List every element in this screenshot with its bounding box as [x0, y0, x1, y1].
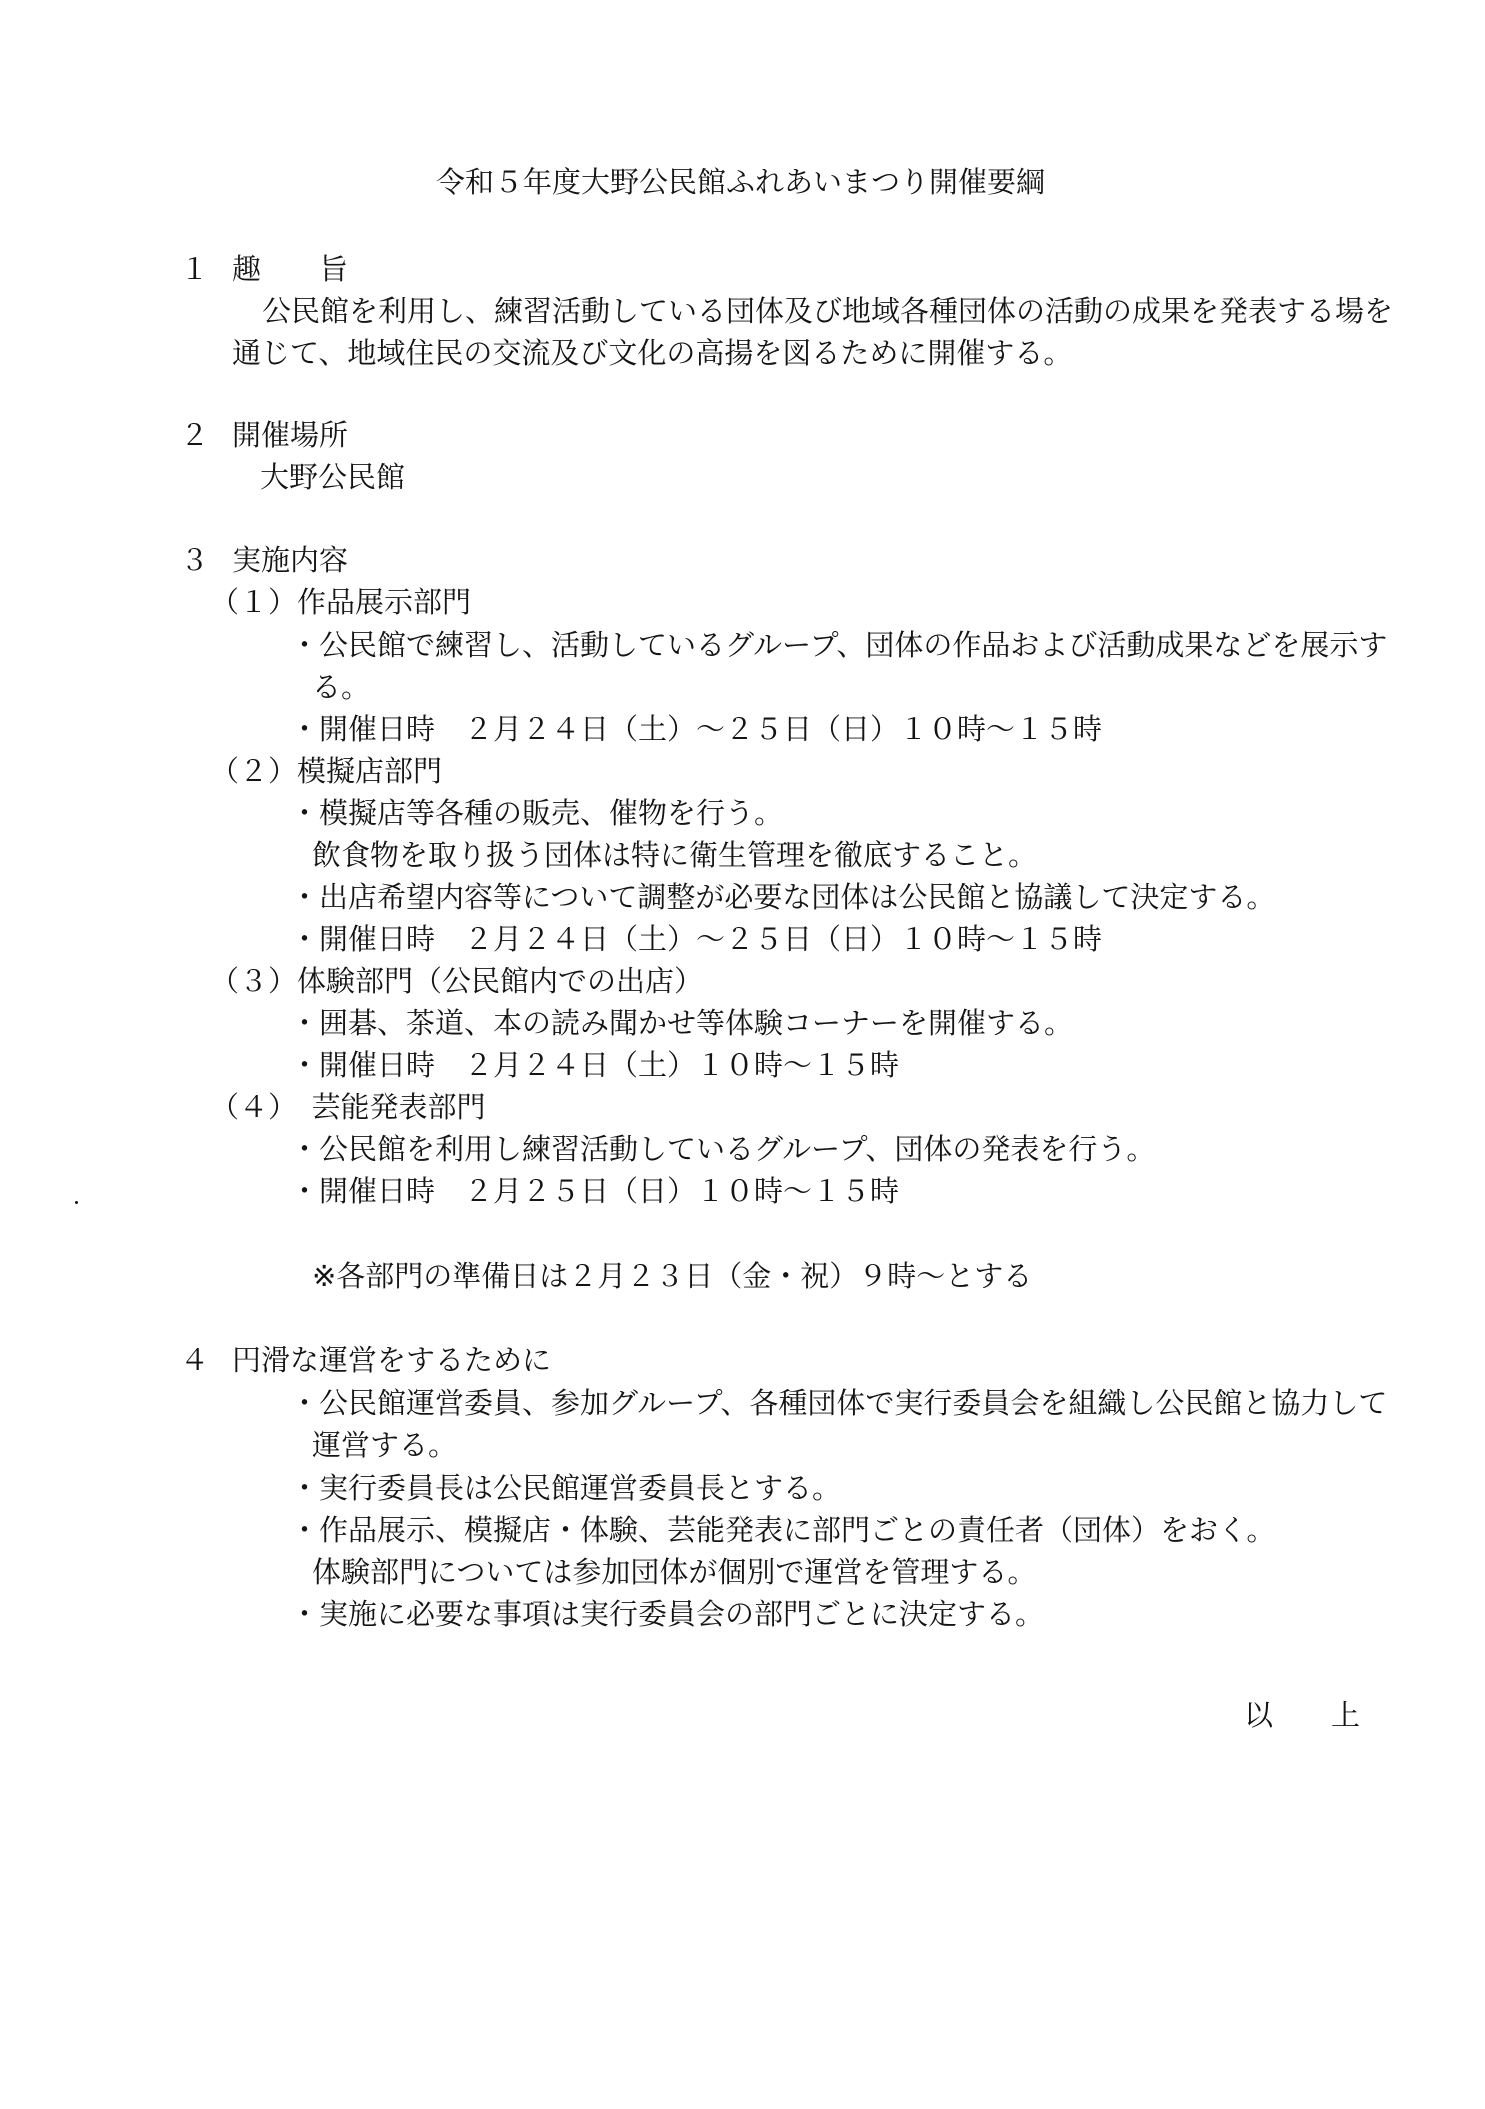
section-4-bullet-1: ・公民館運営委員、参加グループ、各種団体で実行委員会を組織し公民館と協力して [290, 1386, 1388, 1420]
section-4-bullet-3-cont: 体験部門については参加団体が個別で運営を管理する。 [312, 1555, 1037, 1589]
subsection-4-date: ・開催日時 ２月２５日（日）１０時～１５時 [290, 1174, 900, 1208]
section-2-place: 大野公民館 [260, 460, 406, 494]
subsection-1-label: （１）作品展示部門 [210, 585, 472, 619]
subsection-2-bullet-cont: 飲食物を取り扱う団体は特に衛生管理を徹底すること。 [312, 838, 1038, 872]
section-2-number: ２ [180, 418, 210, 452]
section-3-title: 実施内容 [232, 543, 349, 577]
section-4-number: ４ [180, 1343, 210, 1377]
subsection-4-label: （４） 芸能発表部門 [210, 1090, 486, 1124]
subsection-2-date: ・開催日時 ２月２４日（土）～２５日（日）１０時～１５時 [290, 922, 1103, 956]
subsection-2-bullet-2: ・出店希望内容等について調整が必要な団体は公民館と協議して決定する。 [290, 880, 1276, 914]
preparation-note: ※各部門の準備日は２月２３日（金・祝）９時～とする [312, 1259, 1033, 1293]
page-title: 令和５年度大野公民館ふれあいまつり開催要綱 [436, 165, 1046, 199]
section-1-title: 趣 旨 [232, 252, 349, 286]
section-3-number: ３ [180, 543, 210, 577]
section-2-title: 開催場所 [232, 418, 349, 452]
subsection-3-bullet: ・囲碁、茶道、本の読み聞かせ等体験コーナーを開催する。 [290, 1006, 1074, 1040]
subsection-1-date: ・開催日時 ２月２４日（土）～２５日（日）１０時～１５時 [290, 712, 1103, 746]
section-4-bullet-2: ・実行委員長は公民館運営委員長とする。 [290, 1471, 842, 1505]
scan-speck [75, 1201, 78, 1204]
subsection-2-bullet: ・模擬店等各種の販売、催物を行う。 [290, 796, 784, 830]
subsection-3-date: ・開催日時 ２月２４日（土）１０時～１５時 [290, 1048, 900, 1082]
section-1-text-line-1: 公民館を利用し、練習活動している団体及び地域各種団体の活動の成果を発表する場を [262, 294, 1394, 328]
subsection-3-label: （３）体験部門（公民館内での出店） [210, 964, 704, 998]
subsection-1-bullet: ・公民館で練習し、活動しているグループ、団体の作品および活動成果などを展示す [290, 628, 1388, 662]
section-4-title: 円滑な運営をするために [232, 1343, 552, 1377]
section-4-bullet-3: ・作品展示、模擬店・体験、芸能発表に部門ごとの責任者（団体）をおく。 [290, 1513, 1276, 1547]
closing-mark: 以 上 [1244, 1698, 1361, 1732]
section-1-number: １ [180, 252, 210, 286]
section-4-bullet-4: ・実施に必要な事項は実行委員会の部門ごとに決定する。 [290, 1597, 1045, 1631]
section-4-bullet-1-cont: 運営する。 [312, 1428, 458, 1462]
section-1-text-line-2: 通じて、地域住民の交流及び文化の高揚を図るために開催する。 [232, 336, 1073, 370]
subsection-2-label: （２）模擬店部門 [210, 754, 443, 788]
subsection-1-bullet-cont: る。 [312, 670, 371, 704]
subsection-4-bullet: ・公民館を利用し練習活動しているグループ、団体の発表を行う。 [290, 1132, 1156, 1166]
